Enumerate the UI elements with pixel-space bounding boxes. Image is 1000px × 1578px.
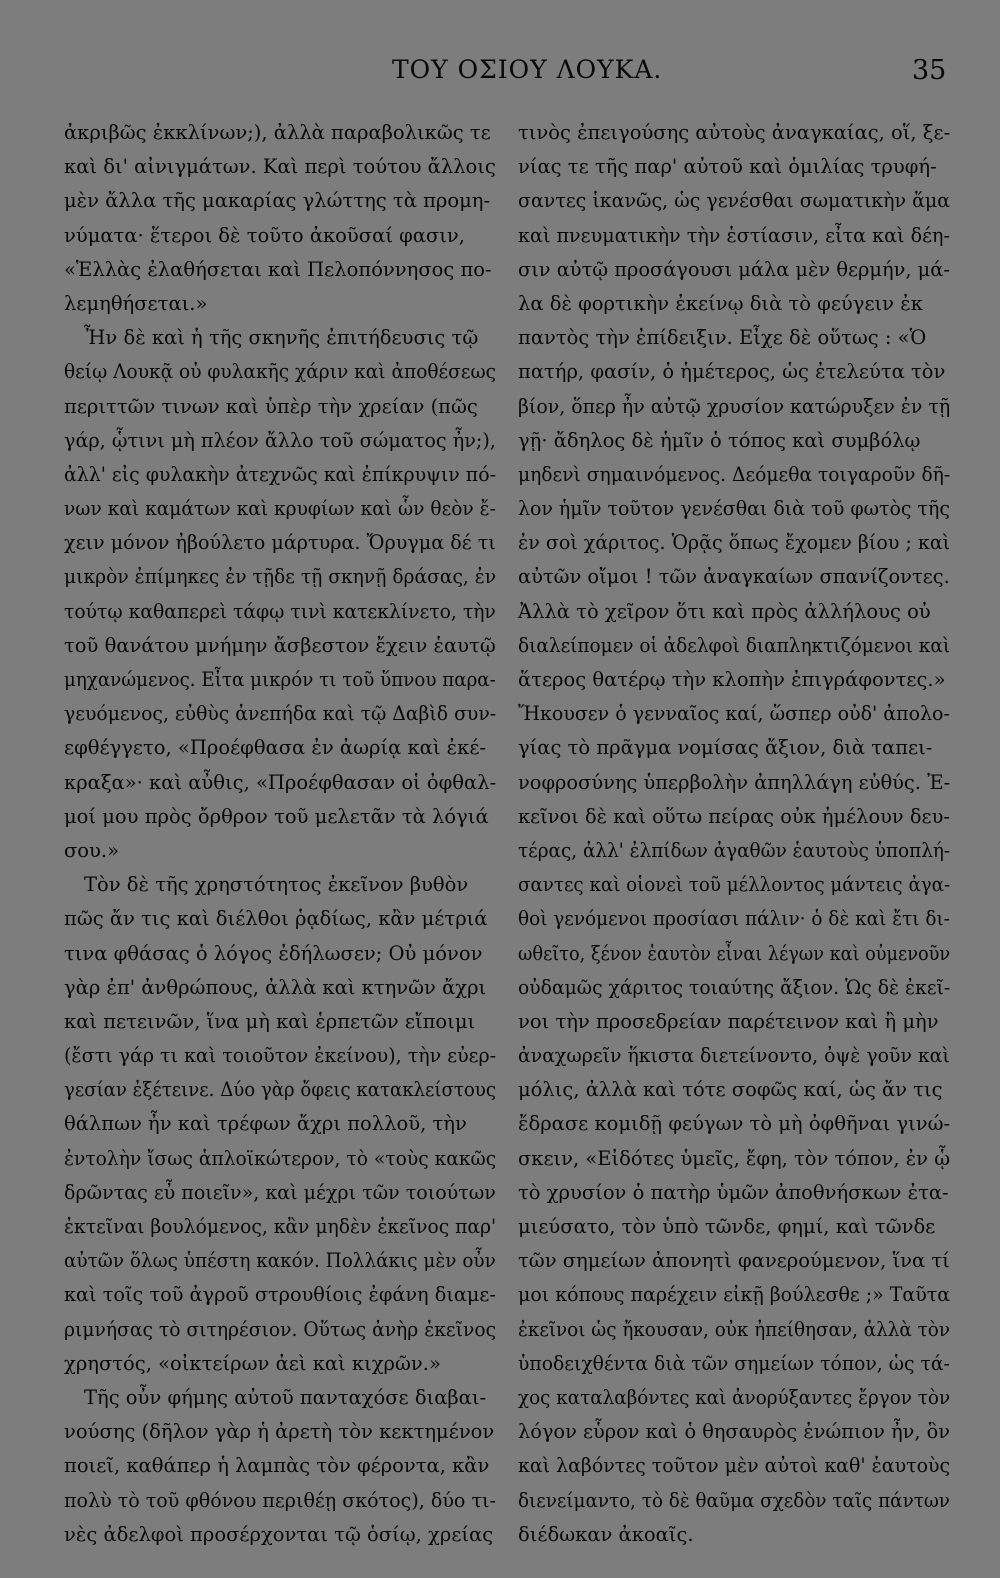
text-line: γῇ· ἄδηλος δὲ ἡμῖν ὁ τόπος καὶ συμβόλῳ (518, 428, 921, 452)
text-line: ἔδρασε κομιδῇ φεύγων τὸ μὴ ὀφθῆναι γινώ- (518, 1112, 950, 1136)
text-line: εφθέγγετο, «Προέφθασα ἐν ἀωρίᾳ καὶ ἐκέ- (64, 736, 487, 760)
text-line: ἐκτεῖναι βουλόμενος, κἂν μηδὲν ἐκεῖνος παρ' (64, 1215, 496, 1238)
text-line: λεμηθήσεται.» (64, 291, 208, 315)
text-line: δρῶντας εὖ ποιεῖν», καὶ μέχρι τῶν τοιούτων (64, 1180, 496, 1204)
text-line: λον ἡμῖν τοῦτον γενέσθαι διὰ τοῦ φωτὸς τῆς (518, 497, 950, 521)
text-line: τοῦ θανάτου μνήμην ἄσβεστον ἔχειν ἑαυτῷ (64, 633, 496, 657)
text-line: νύματα· ἕτεροι δὲ τοῦτο ἀκοῦσαί φασιν, (64, 223, 465, 247)
running-head: ΤΟΥ ΟΣΙΟΥ ΛΟΥΚΑ. (392, 55, 663, 84)
page-number: 35 (912, 55, 947, 86)
text-line: μηδενὶ σημαινόμενος. Δεόμεθα τοιγαροῦν δῆ- (518, 462, 950, 486)
text-line: τινὸς ἐπειγούσης αὐτοὺς ἀναγκαίας, οἵ, ξε- (518, 121, 950, 144)
text-line: πολὺ τὸ τοῦ φθόνου περιθέῃ σκότος), δύο τι- (64, 1488, 496, 1512)
text-line: γίας τὸ πρᾶγμα νομίσας ἄξιον, διὰ ταπει- (518, 736, 933, 760)
text-line: λα δὲ φορτικὴν ἐκείνῳ διὰ τὸ φεύγειν ἐκ (518, 291, 923, 315)
text-line: θάλπων ἦν καὶ τρέφων ἄχρι πολλοῦ, τὴν (64, 1112, 467, 1136)
text-line: τῶν σημείων ἀπονητὶ φανερούμενον, ἵνα τί (518, 1249, 950, 1273)
right-text-column (518, 116, 950, 1552)
text-line: Ἤκουσεν ὁ γενναῖος καί, ὥσπερ οὐδ' ἀπολο- (518, 702, 950, 726)
text-line: μικρὸν ἐπίμηκες ἐν τῇδε τῇ σκηνῇ δράσας, ἐν (64, 565, 496, 589)
text-line: καὶ δι' αἰνιγμάτων. Καὶ περὶ τούτου ἄλλοις (64, 155, 496, 179)
text-line: νων καὶ καμάτων καὶ κρυφίων καὶ ὧν θεὸν ἔ- (64, 497, 496, 521)
text-line: μηχανώμενος. Εἶτα μικρόν τι τοῦ ὕπνου παρα- (64, 668, 496, 691)
text-line: «Ἑλλὰς ἐλαθήσεται καὶ Πελοπόννησος πο- (64, 257, 492, 281)
text-line: βίον, ὅπερ ἦν αὐτῷ χρυσίον κατώρυξεν ἐν τῇ (518, 394, 950, 418)
text-line: (ἔστι γάρ τι καὶ τοιοῦτον ἐκείνου), τὴν εὐερ- (64, 1044, 496, 1068)
text-line: ριμνήσας τὸ σιτηρέσιον. Οὕτως ἀνὴρ ἐκεῖνος (64, 1317, 496, 1341)
text-line: γεσίαν ἐξέτεινε. Δύο γὰρ ὄφεις κατακλείστους (64, 1078, 496, 1102)
text-line: ἀλλ' εἰς φυλακὴν ἀτεχνῶς καὶ ἐπίκρυψιν πό- (64, 462, 496, 486)
text-line: ὑποδειχθέντα διὰ τῶν σημείων τόπον, ὡς τά- (518, 1351, 950, 1375)
text-line: αὐτῶν οἴμοι ! τῶν ἀναγκαίων σπανίζοντες. (518, 565, 950, 589)
text-line: ποιεῖ, καθάπερ ἡ λαμπὰς τὸν φέροντα, κἂν (64, 1454, 490, 1478)
text-line: νούσης (δῆλον γὰρ ἡ ἀρετὴ τὸν κεκτημένον (64, 1420, 495, 1444)
text-line: ἅτερος θατέρῳ τὴν κλοπὴν ἐπιγράφοντες.» (518, 668, 946, 691)
text-line: περιττῶν τινων καὶ ὑπὲρ τὴν χρείαν (πῶς (64, 394, 478, 418)
text-line: γὰρ ἐπ' ἀνθρώπους, ἀλλὰ καὶ κτηνῶν ἄχρι (64, 975, 487, 999)
text-line: μιεύσατο, τὸν ὑπὸ τῶνδε, φημί, καὶ τῶνδε (518, 1215, 936, 1238)
text-line: τέρας, ἀλλ' ἐλπίδων ἀγαθῶν ἑαυτοὺς ὑποπλή- (518, 838, 950, 862)
text-line: Τῆς οὖν φήμης αὐτοῦ πανταχόσε διαβαι- (84, 1385, 487, 1409)
text-line: σιν αὐτῷ προσάγουσι μάλα μὲν θερμήν, μά- (518, 257, 950, 281)
text-line: μοί μου πρὸς ὄρθρον τοῦ μελετᾶν τὰ λόγιά (64, 804, 489, 828)
text-line: μόλις, ἀλλὰ καὶ τότε σοφῶς καί, ὡς ἄν τις (518, 1078, 943, 1102)
text-line: Ἦν δὲ καὶ ἡ τῆς σκηνῆς ἐπιτήδευσις τῷ (84, 326, 479, 350)
text-line: θοὶ γενόμενοι προσίασι πάλιν· ὁ δὲ καὶ ἔτι δι- (518, 907, 950, 931)
text-line: νοι τὴν προσεδρείαν παρέτεινον καὶ ἢ μὴν (518, 1009, 939, 1033)
text-line: καὶ τοῖς τοῦ ἀγροῦ στρουθίοις ἐφάνη διαμε- (64, 1283, 496, 1307)
text-line: χρηστός, «οἰκτείρων ἀεὶ καὶ κιχρῶν.» (64, 1351, 441, 1375)
text-line: καὶ πετεινῶν, ἵνα μὴ καὶ ἑρπετῶν εἴποιμι (64, 1009, 476, 1033)
text-line: νὲς ἀδελφοὶ προσέρχονται τῷ ὁσίῳ, χρείας (64, 1522, 494, 1546)
text-line: νίας τε τῆς παρ' αὐτοῦ καὶ ὁμιλίας τρυφή- (518, 155, 937, 179)
left-text-column (64, 116, 496, 1552)
text-line: μὲν ἄλλα τῆς μακαρίας γλώττης τὰ προμη- (64, 189, 491, 213)
text-line: διενείμαντο, τὸ δὲ θαῦμα σχεδὸν ταῖς πάντων (518, 1488, 950, 1512)
text-line: χος καταλαβόντες καὶ ἀνορύξαντες ἔργον τὸν (518, 1385, 950, 1409)
text-line: ἐν σοὶ χάριτος. Ὁρᾷς ὅπως ἔχομεν βίου ; καὶ (518, 531, 950, 555)
text-line: ἀναχωρεῖν ἥκιστα διετείνοντο, ὀψὲ γοῦν καὶ (518, 1044, 950, 1068)
text-line: κεῖνοι δὲ καὶ οὕτω πείρας οὐκ ἠμέλουν δευ- (518, 804, 950, 828)
text-line: καὶ πνευματικὴν τὴν ἑστίασιν, εἶτα καὶ δέη- (518, 223, 950, 247)
text-line: μοι κόπους παρέχειν εἰκῇ βούλεσθε ;» Ταῦτα (518, 1283, 950, 1307)
text-line: Τὸν δὲ τῆς χρηστότητος ἐκεῖνον βυθὸν (84, 873, 469, 897)
text-line: σαντες ἱκανῶς, ὡς γενέσθαι σωματικὴν ἅμα (518, 189, 950, 213)
text-line: παντὸς τὴν ἐπίδειξιν. Εἶχε δὲ οὕτως : «Ὁ (518, 326, 927, 350)
text-line: διαλείπομεν οἱ ἀδελφοὶ διαπληκτιζόμενοι καὶ (518, 633, 950, 657)
text-line: πῶς ἄν τις καὶ διέλθοι ῥᾳδίως, κἂν μέτριά (64, 907, 488, 931)
text-line: διέδωκαν ἀκοαῖς. (518, 1522, 694, 1546)
text-line: λόγον εὗρον καὶ ὁ θησαυρὸς ἐνώπιον ἦν, ὃν (518, 1420, 950, 1444)
text-line: σου.» (64, 838, 120, 862)
text-line: τινα φθάσας ὁ λόγος ἐδήλωσεν; Οὐ μόνον (64, 941, 483, 965)
text-line: ἐκεῖνοι ὡς ἤκουσαν, οὐκ ἠπείθησαν, ἀλλὰ τὸν (518, 1317, 950, 1341)
text-line: θείῳ Λουκᾷ οὐ φυλακῆς χάριν καὶ ἀποθέσεως (64, 360, 496, 384)
text-line: Ἀλλὰ τὸ χεῖρον ὅτι καὶ πρὸς ἀλλήλους οὐ (518, 599, 931, 623)
text-line: οὐδαμῶς χάριτος τοιαύτης ἄξιον. Ὡς δὲ ἐκεῖ- (518, 975, 950, 999)
text-line: σκειν, «Εἰδότες ὑμεῖς, ἔφη, τὸν τόπον, ἐν ᾧ (518, 1146, 950, 1170)
text-line: σαντες καὶ οἱονεὶ τοῦ μέλλοντος μάντεις ἀγα- (518, 873, 950, 897)
text-line: τὸ χρυσίον ὁ πατὴρ ὑμῶν ἀποθνήσκων ἐτα- (518, 1180, 949, 1204)
text-line: καὶ λαβόντες τοῦτον μὲν αὐτοὶ καθ' ἑαυτοὺς (518, 1454, 950, 1478)
text-line: αὐτῶν ὅλως ὑπέστη κακόν. Πολλάκις μὲν οὖν (64, 1249, 496, 1273)
text-line: ωθεῖτο, ξένον ἑαυτὸν εἶναι λέγων καὶ οὐμενοῦν (518, 941, 950, 965)
text-line: γάρ, ᾧτινι μὴ πλέον ἄλλο τοῦ σώματος ἦν;), (64, 428, 496, 452)
text-line: τούτῳ καθαπερεὶ τάφῳ τινὶ κατεκλίνετο, τὴν (64, 599, 496, 623)
text-line: χειν μόνον ἠβούλετο μάρτυρα. Ὄρυγμα δέ τι (64, 531, 496, 555)
text-line: νοφροσύνης ὑπερβολὴν ἀπηλλάγη εὐθύς. Ἐ- (518, 770, 950, 794)
text-line: πατήρ, φασίν, ὁ ἡμέτερος, ὡς ἐτελεύτα τὸν (518, 360, 946, 384)
text-line: κραξα»· καὶ αὖθις, «Προέφθασαν οἱ ὀφθαλ- (64, 770, 496, 794)
text-line: γευόμενος, εὐθὺς ἀνεπήδα καὶ τῷ Δαβὶδ συν- (64, 702, 496, 726)
text-line: ἀκριβῶς ἐκκλίνων;), ἀλλὰ παραβολικῶς τε (64, 121, 491, 144)
text-line: ἐντολὴν ἴσως ἁπλοϊκώτερον, τὸ «τοὺς κακῶς (64, 1146, 496, 1170)
